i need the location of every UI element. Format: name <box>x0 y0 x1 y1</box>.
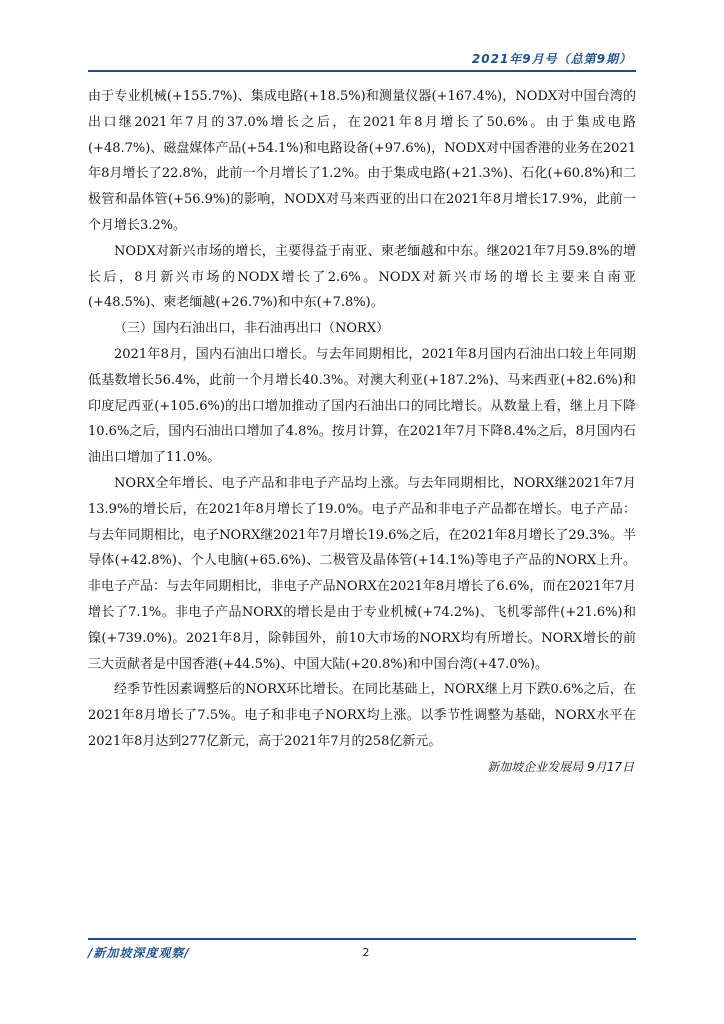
footer-rule <box>88 938 636 940</box>
signature-line: 新加坡企业发展局 9月17日 <box>487 759 634 774</box>
article-body <box>88 84 636 781</box>
paragraph-norx-seasonal: 经季节性因素调整后的NORX环比增长。在同比基础上，NORX继上月下跌0.6%之后，在2021年8月增长了7.5%。电子和非电子NORX均上涨。以季节性调整为基础，NORX水平在2021年8月达到277亿新元，高于2021年7月的258亿新元。 <box>88 682 636 749</box>
publication-name: /新加坡深度观察/ <box>88 946 190 960</box>
section-heading-oil-norx: （三）国内石油出口，非石油再出口（NORX） <box>114 321 390 337</box>
paragraph-domestic-oil: 2021年8月，国内石油出口增长。与去年同期相比，2021年8月国内石油出口较上年同期低基数增长56.4%，此前一个月增长40.3%。对澳大利亚(+187.2%)、马来西亚(+82.6%)和印度尼西亚(+105.6%)的出口增加推动了国内石油出口的同比增长。从数量上看，继上月下降10.6%之后，国内石油出口增加了4.8%。按月计算，在2021年7月下降8.4%之后，8月国内石油出口增加了11.0%。 <box>88 346 636 466</box>
header-rule <box>88 70 636 72</box>
issue-header: 2021年9月号（总第9期） <box>471 52 632 66</box>
paragraph-taiwan-hongkong-malaysia: 由于专业机械(+155.7%)、集成电路(+18.5%)和测量仪器(+167.4%)，NODX对中国台湾的出口继2021年7月的37.0%增长之后，在2021年8月增长了50.6%。由于集成电路(+48.7%)、磁盘媒体产品(+54.1%)和电路设备(+97.6%)，NODX对中国香港的业务在2021年8月增长了22.8%，此前一个月增长了1.2%。由于集成电路(+21.3%)、石化(+60.8%)和二极管和晶体管(+56.9%)的影响，NODX对马来西亚的出口在2021年8月增长17.9%，此前一个月增长3.2%。 <box>88 89 636 233</box>
paragraph-emerging-markets: NODX对新兴市场的增长，主要得益于南亚、柬老缅越和中东。继2021年7月59.8%的增长后，8月新兴市场的NODX增长了2.6%。NODX对新兴市场的增长主要来自南亚(+48.5%)、柬老缅越(+26.7%)和中东(+7.8%)。 <box>88 243 636 311</box>
paragraph-norx-yoy: NORX全年增长、电子产品和非电子产品均上涨。与去年同期相比，NORX继2021年7月13.9%的增长后，在2021年8月增长了19.0%。电子产品和非电子产品都在增长。电子产品：与去年同期相比，电子NORX继2021年7月增长19.6%之后，在2021年8月增长了29.3%。半导体(+42.8%)、个人电脑(+65.6%)、二极管及晶体管(+14.1%)等电子产品的NORX上升。非电子产品：与去年同期相比，非电子产品NORX在2021年8月增长了6.6%，而在2021年7月增长了7.1%。非电子产品NORX的增长是由于专业机械(+74.2%)、飞机零部件(+21.6%)和镍(+739.0%)。2021年8月，除韩国外，前10大市场的NORX均有所增长。NORX增长的前三大贡献者是中国香港(+44.5%)、中国大陆(+20.8%)和中国台湾(+47.0%)。 <box>88 475 636 672</box>
page-number: 2 <box>362 946 370 959</box>
